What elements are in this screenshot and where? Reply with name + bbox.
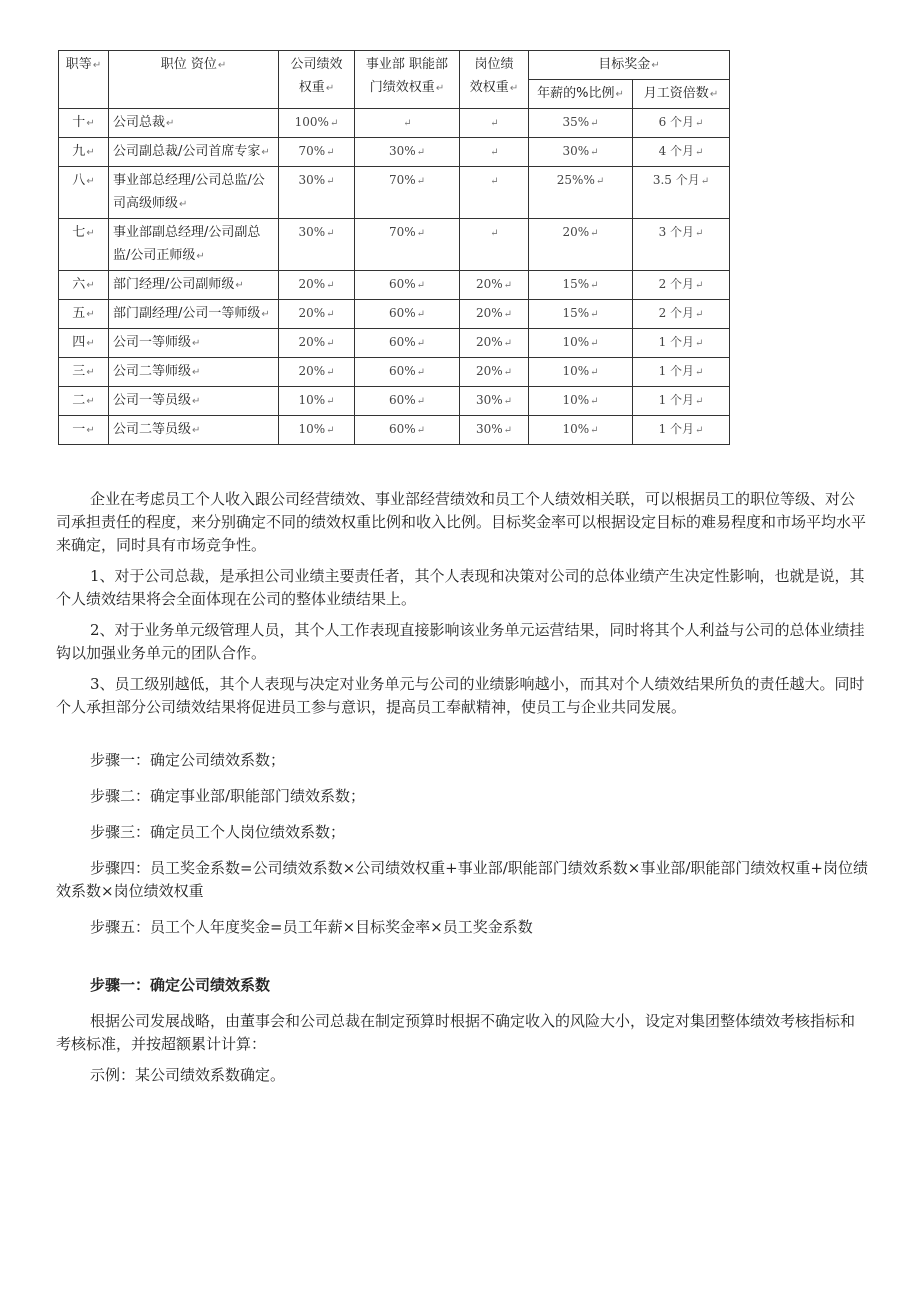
header-position: 职位 资位↵ [109, 51, 279, 109]
paragraph-mark-icon: ↵ [503, 425, 513, 436]
header-salary-ratio: 年薪的%比例↵ [529, 80, 633, 109]
cell-company-weight [279, 300, 355, 329]
cell-post-weight-text: 30% [475, 422, 503, 436]
paragraph-mark-icon: ↵ [86, 280, 95, 291]
cell-position [109, 109, 279, 138]
table-header-row [59, 51, 730, 80]
paragraph-mark-icon: ↵ [86, 367, 95, 378]
cell-salary-ratio-text: 15% [562, 306, 590, 320]
paragraph-mark-icon: ↵ [700, 176, 710, 187]
cell-post-weight [460, 167, 529, 219]
paragraph-mark-icon: ↵ [86, 425, 95, 436]
step-1-line: 步骤一：确定公司绩效系数； [90, 751, 286, 769]
cell-grade-text: 七 [72, 225, 86, 240]
paragraph-mark-icon: ↵ [86, 118, 95, 129]
paragraph-mark-icon: ↵ [196, 251, 205, 262]
paragraph-mark-icon: ↵ [179, 199, 188, 210]
cell-post-weight-text: 20% [475, 277, 503, 291]
cell-position [109, 138, 279, 167]
step-2-line: 步骤二：确定事业部/职能部门绩效系数； [90, 787, 366, 805]
paragraph-mark-icon: ↵ [416, 425, 426, 436]
cell-position [109, 167, 279, 219]
cell-salary-ratio-text: 35% [562, 115, 590, 129]
cell-post-weight-text: 20% [475, 364, 503, 378]
cell-monthly-multiple [633, 109, 730, 138]
cell-post-weight [460, 271, 529, 300]
point-3-paragraph: 3、员工级别越低，其个人表现与决定对业务单元与公司的业绩影响越小，而其对个人绩效结果所负的责任越大。同时个人承担部分公司绩效结果将促进员工参与意识，提高员工奉献精神，使员工与企业共同发展。 [56, 675, 865, 716]
cell-monthly-multiple-text: 1 个月 [658, 335, 695, 349]
cell-post-weight [460, 300, 529, 329]
paragraph-mark-icon: ↵ [695, 367, 704, 378]
cell-dept-weight [355, 300, 460, 329]
cell-post-weight [460, 219, 529, 271]
paragraph-mark-icon: ↵ [326, 367, 335, 378]
paragraph-mark-icon: ↵ [326, 425, 335, 436]
cell-salary-ratio [529, 109, 633, 138]
paragraph-mark-icon: ↵ [261, 309, 270, 320]
table-row [59, 387, 730, 416]
cell-company-weight [279, 271, 355, 300]
paragraph-mark-icon: ↵ [503, 396, 513, 407]
cell-salary-ratio-text: 10% [562, 393, 590, 407]
section-heading: 步骤一：确定公司绩效系数 [90, 976, 271, 994]
paragraph-mark-icon: ↵ [235, 280, 244, 291]
cell-dept-weight [355, 138, 460, 167]
example-line: 示例：某公司绩效系数确定。 [90, 1066, 286, 1084]
cell-monthly-multiple-text: 6 个月 [658, 115, 695, 129]
paragraph-mark-icon: ↵ [192, 338, 201, 349]
cell-salary-ratio [529, 358, 633, 387]
cell-monthly-multiple [633, 358, 730, 387]
cell-company-weight [279, 416, 355, 445]
cell-company-weight-text: 20% [298, 335, 326, 349]
table-body [59, 51, 730, 445]
grade-bonus-table [58, 50, 730, 445]
table-row [59, 271, 730, 300]
paragraph-mark-icon: ↵ [590, 118, 599, 129]
table-row [59, 300, 730, 329]
cell-monthly-multiple-text: 1 个月 [658, 393, 695, 407]
cell-monthly-multiple-text: 3 个月 [658, 225, 695, 239]
paragraph-mark-icon: ↵ [416, 338, 426, 349]
cell-position-text: 公司总裁 [113, 115, 166, 130]
paragraph-mark-icon: ↵ [192, 425, 201, 436]
paragraph-mark-icon: ↵ [86, 176, 95, 187]
cell-post-weight [460, 358, 529, 387]
paragraph-mark-icon: ↵ [695, 338, 704, 349]
cell-dept-weight [355, 271, 460, 300]
cell-grade [59, 358, 109, 387]
table-row [59, 109, 730, 138]
cell-company-weight [279, 387, 355, 416]
cell-company-weight-text: 70% [298, 144, 326, 158]
cell-salary-ratio-text: 10% [562, 364, 590, 378]
cell-grade [59, 109, 109, 138]
cell-monthly-multiple [633, 416, 730, 445]
paragraph-mark-icon: ↵ [326, 280, 335, 291]
cell-company-weight-text: 30% [298, 173, 326, 187]
cell-company-weight-text: 100% [294, 115, 329, 129]
paragraph-mark-icon: ↵ [86, 309, 95, 320]
table-row [59, 329, 730, 358]
cell-dept-weight [355, 416, 460, 445]
cell-position [109, 300, 279, 329]
cell-dept-weight [355, 358, 460, 387]
paragraph-mark-icon: ↵ [695, 309, 704, 320]
paragraph-mark-icon: ↵ [503, 309, 513, 320]
cell-company-weight-text: 20% [298, 364, 326, 378]
paragraph-mark-icon: ↵ [192, 396, 201, 407]
cell-monthly-multiple-text: 1 个月 [658, 364, 695, 378]
cell-dept-weight-text: 60% [388, 335, 416, 349]
cell-salary-ratio-text: 25%% [556, 173, 595, 187]
cell-position [109, 219, 279, 271]
cell-position-text: 公司副总裁/公司首席专家 [113, 144, 261, 159]
cell-company-weight-text: 20% [298, 277, 326, 291]
cell-position [109, 271, 279, 300]
paragraph-mark-icon: ↵ [326, 309, 335, 320]
cell-grade [59, 387, 109, 416]
cell-position-text: 公司二等员级 [113, 422, 192, 437]
paragraph-mark-icon: ↵ [503, 338, 513, 349]
cell-monthly-multiple [633, 387, 730, 416]
cell-company-weight [279, 138, 355, 167]
cell-company-weight [279, 109, 355, 138]
cell-dept-weight [355, 109, 460, 138]
cell-position [109, 358, 279, 387]
cell-monthly-multiple [633, 138, 730, 167]
cell-company-weight [279, 358, 355, 387]
paragraph-mark-icon: ↵ [590, 396, 599, 407]
cell-salary-ratio [529, 271, 633, 300]
cell-grade-text: 四 [72, 335, 86, 350]
step-5-line: 步骤五：员工个人年度奖金=员工年薪×目标奖金率×员工奖金系数 [90, 918, 533, 936]
paragraph-mark-icon: ↵ [695, 228, 704, 239]
cell-grade-text: 三 [72, 364, 86, 379]
paragraph-mark-icon: ↵ [416, 176, 426, 187]
cell-company-weight-text: 10% [298, 393, 326, 407]
cell-grade [59, 219, 109, 271]
cell-monthly-multiple [633, 271, 730, 300]
cell-salary-ratio-text: 10% [562, 335, 590, 349]
cell-grade-text: 一 [72, 422, 86, 437]
paragraph-mark-icon: ↵ [86, 396, 95, 407]
cell-salary-ratio-text: 20% [562, 225, 590, 239]
point-2-paragraph: 2、对于业务单元级管理人员，其个人工作表现直接影响该业务单元运营结果，同时将其个人利益与公司的总体业绩挂钩以加强业务单元的团队合作。 [56, 621, 865, 662]
paragraph-mark-icon: ↵ [416, 367, 426, 378]
paragraph-mark-icon: ↵ [86, 338, 95, 349]
cell-position-text: 部门副经理/公司一等师级 [113, 306, 261, 321]
cell-monthly-multiple-text: 4 个月 [658, 144, 695, 158]
paragraph-mark-icon: ↵ [261, 147, 270, 158]
cell-grade [59, 138, 109, 167]
step-4-line: 步骤四：员工奖金系数=公司绩效系数×公司绩效权重+事业部/职能部门绩效系数×事业部/职能部门绩效权重+岗位绩效系数×岗位绩效权重 [56, 859, 868, 900]
cell-position [109, 416, 279, 445]
cell-position-text: 部门经理/公司副师级 [113, 277, 235, 292]
cell-post-weight [460, 416, 529, 445]
paragraph-mark-icon: ↵ [326, 338, 335, 349]
cell-position [109, 329, 279, 358]
cell-company-weight [279, 167, 355, 219]
paragraph-mark-icon: ↵ [695, 280, 704, 291]
paragraph-mark-icon: ↵ [590, 280, 599, 291]
cell-monthly-multiple [633, 167, 730, 219]
header-post-weight: 岗位绩 效权重↵ [460, 51, 529, 109]
cell-position-text: 公司一等师级 [113, 335, 192, 350]
cell-monthly-multiple-text: 2 个月 [658, 277, 695, 291]
paragraph-mark-icon: ↵ [416, 228, 426, 239]
paragraph-mark-icon: ↵ [166, 118, 175, 129]
cell-company-weight-text: 10% [298, 422, 326, 436]
cell-dept-weight-text: 60% [388, 306, 416, 320]
table-row [59, 219, 730, 271]
cell-grade-text: 十 [72, 115, 86, 130]
cell-salary-ratio [529, 300, 633, 329]
paragraph-mark-icon: ↵ [403, 118, 412, 129]
step-3-line: 步骤三：确定员工个人岗位绩效系数； [90, 823, 346, 841]
cell-dept-weight [355, 219, 460, 271]
table-row [59, 358, 730, 387]
table-row [59, 138, 730, 167]
cell-company-weight [279, 219, 355, 271]
table-row [59, 167, 730, 219]
cell-post-weight-text: 20% [475, 306, 503, 320]
paragraph-mark-icon: ↵ [490, 228, 499, 239]
cell-dept-weight [355, 387, 460, 416]
cell-dept-weight [355, 329, 460, 358]
paragraph-mark-icon: ↵ [590, 309, 599, 320]
cell-post-weight [460, 109, 529, 138]
paragraph-mark-icon: ↵ [590, 338, 599, 349]
cell-salary-ratio [529, 387, 633, 416]
cell-salary-ratio-text: 15% [562, 277, 590, 291]
paragraph-mark-icon: ↵ [695, 118, 704, 129]
cell-grade [59, 271, 109, 300]
cell-post-weight [460, 138, 529, 167]
cell-dept-weight [355, 167, 460, 219]
cell-dept-weight-text: 60% [388, 393, 416, 407]
cell-salary-ratio-text: 30% [562, 144, 590, 158]
cell-salary-ratio [529, 138, 633, 167]
paragraph-mark-icon: ↵ [326, 147, 335, 158]
paragraph-mark-icon: ↵ [490, 176, 499, 187]
paragraph-mark-icon: ↵ [326, 396, 335, 407]
cell-grade-text: 八 [72, 173, 86, 188]
paragraph-mark-icon: ↵ [695, 396, 704, 407]
cell-grade [59, 416, 109, 445]
cell-dept-weight-text: 60% [388, 277, 416, 291]
paragraph-mark-icon: ↵ [590, 425, 599, 436]
cell-dept-weight-text: 60% [388, 364, 416, 378]
paragraph-mark-icon: ↵ [695, 425, 704, 436]
cell-dept-weight-text: 30% [388, 144, 416, 158]
cell-dept-weight-text: 60% [388, 422, 416, 436]
cell-salary-ratio [529, 416, 633, 445]
header-monthly-multiple: 月工资倍数↵ [633, 80, 730, 109]
intro-paragraph: 企业在考虑员工个人收入跟公司经营绩效、事业部经营绩效和员工个人绩效相关联，可以根据员工的职位等级、对公司承担责任的程度，来分别确定不同的绩效权重比例和收入比例。目标奖金率可以根据设定目标的难易程度和市场平均水平来确定，同时具有市场竞争性。 [56, 490, 867, 554]
cell-salary-ratio-text: 10% [562, 422, 590, 436]
paragraph-mark-icon: ↵ [326, 228, 335, 239]
point-1-paragraph: 1、对于公司总裁，是承担公司业绩主要责任者，其个人表现和决策对公司的总体业绩产生决定性影响，也就是说，其个人绩效结果将会全面体现在公司的整体业绩结果上。 [56, 567, 865, 608]
cell-salary-ratio [529, 167, 633, 219]
cell-salary-ratio [529, 219, 633, 271]
paragraph-mark-icon: ↵ [416, 309, 426, 320]
cell-position-text: 事业部副总经理/公司副总监/公司正师级 [113, 225, 261, 263]
paragraph-mark-icon: ↵ [590, 147, 599, 158]
section-body-paragraph: 根据公司发展战略，由董事会和公司总裁在制定预算时根据不确定收入的风险大小，设定对集团整体绩效考核指标和考核标准，并按超额累计计算： [56, 1012, 856, 1053]
header-grade: 职等↵ [59, 51, 109, 109]
cell-position-text: 公司二等师级 [113, 364, 192, 379]
cell-post-weight-text: 20% [475, 335, 503, 349]
cell-position [109, 387, 279, 416]
cell-grade [59, 329, 109, 358]
paragraph-mark-icon: ↵ [590, 367, 599, 378]
cell-dept-weight-text: 70% [388, 173, 416, 187]
cell-company-weight-text: 20% [298, 306, 326, 320]
header-dept-weight: 事业部 职能部 门绩效权重↵ [355, 51, 460, 109]
cell-position-text: 事业部总经理/公司总监/公司高级师级 [113, 173, 265, 211]
cell-monthly-multiple [633, 300, 730, 329]
cell-post-weight [460, 387, 529, 416]
cell-post-weight-text: 30% [475, 393, 503, 407]
header-company-weight: 公司绩效 权重↵ [279, 51, 355, 109]
cell-dept-weight-text: 70% [388, 225, 416, 239]
cell-monthly-multiple-text: 1 个月 [658, 422, 695, 436]
cell-monthly-multiple [633, 219, 730, 271]
cell-grade [59, 300, 109, 329]
cell-monthly-multiple-text: 2 个月 [658, 306, 695, 320]
cell-company-weight-text: 30% [298, 225, 326, 239]
paragraph-mark-icon: ↵ [416, 147, 426, 158]
cell-grade-text: 二 [72, 393, 86, 408]
cell-salary-ratio [529, 329, 633, 358]
paragraph-mark-icon: ↵ [595, 176, 605, 187]
cell-grade-text: 九 [72, 144, 86, 159]
cell-grade-text: 五 [72, 306, 86, 321]
paragraph-mark-icon: ↵ [416, 396, 426, 407]
header-target-bonus: 目标奖金↵ [529, 51, 730, 80]
cell-monthly-multiple [633, 329, 730, 358]
paragraph-mark-icon: ↵ [590, 228, 599, 239]
paragraph-mark-icon: ↵ [695, 147, 704, 158]
cell-grade [59, 167, 109, 219]
cell-grade-text: 六 [72, 277, 86, 292]
paragraph-mark-icon: ↵ [326, 176, 335, 187]
paragraph-mark-icon: ↵ [490, 118, 499, 129]
paragraph-mark-icon: ↵ [86, 228, 95, 239]
paragraph-mark-icon: ↵ [192, 367, 201, 378]
paragraph-mark-icon: ↵ [86, 147, 95, 158]
table-row [59, 416, 730, 445]
cell-position-text: 公司一等员级 [113, 393, 192, 408]
paragraph-mark-icon: ↵ [490, 147, 499, 158]
paragraph-mark-icon: ↵ [503, 280, 513, 291]
document-body [56, 488, 868, 1087]
paragraph-mark-icon: ↵ [416, 280, 426, 291]
cell-post-weight [460, 329, 529, 358]
cell-monthly-multiple-text: 3.5 个月 [652, 173, 700, 187]
paragraph-mark-icon: ↵ [329, 118, 339, 129]
paragraph-mark-icon: ↵ [503, 367, 513, 378]
cell-company-weight [279, 329, 355, 358]
